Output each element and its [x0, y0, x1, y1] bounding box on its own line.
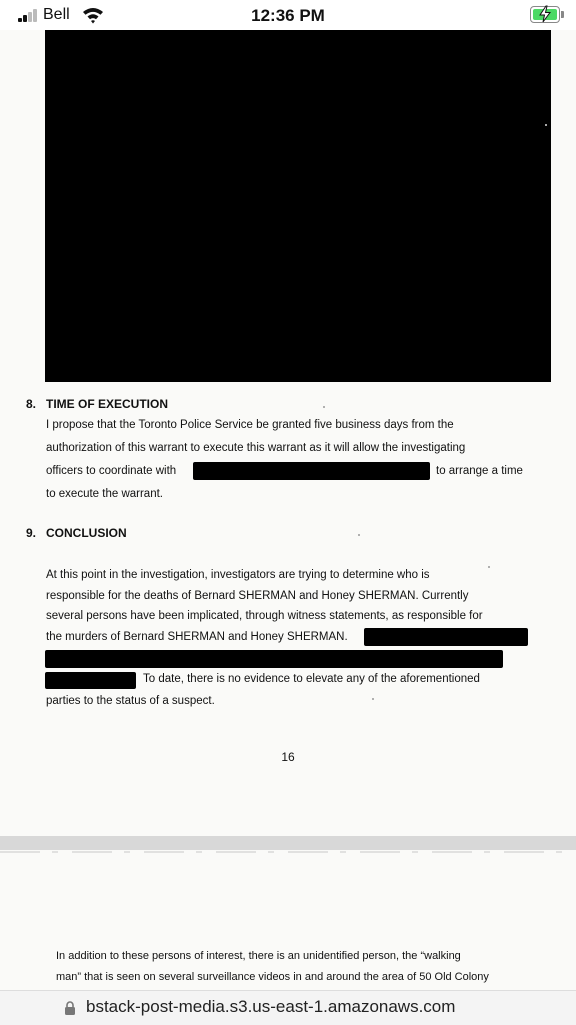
section-title: CONCLUSION [46, 526, 127, 540]
paragraph-line: In addition to these persons of interest, there is an unidentified person, the “walking [56, 950, 461, 962]
paragraph-line: to execute the warrant. [46, 488, 163, 500]
bolt-icon [536, 5, 554, 23]
redaction-bar [193, 462, 430, 480]
document-page[interactable] [0, 850, 576, 990]
url-text[interactable]: bstack-post-media.s3.us-east-1.amazonaws.com [86, 997, 456, 1016]
section-number: 9. [26, 526, 37, 540]
section-title: TIME OF EXECUTION [46, 397, 169, 411]
redaction-bar [364, 628, 528, 646]
lock-icon [64, 1001, 76, 1015]
carrier-name: Bell [43, 6, 70, 23]
paragraph-line: authorization of this warrant to execute this warrant as it will allow the investigating [46, 442, 466, 454]
status-bar [0, 0, 576, 30]
document-page[interactable] [0, 30, 576, 836]
section-number: 8. [26, 397, 37, 411]
paragraph-line: At this point in the investigation, investigators are trying to determine who is [46, 569, 430, 581]
paragraph-line: the murders of Bernard SHERMAN and Honey SHERMAN. [46, 631, 348, 643]
paragraph-line: officers to coordinate with [46, 465, 177, 477]
scan-artifact [0, 850, 576, 856]
redaction-bar [45, 672, 136, 689]
redacted-block [45, 30, 551, 382]
url-bar[interactable] [0, 990, 576, 1025]
battery-cap [561, 11, 564, 18]
paragraph-line: parties to the status of a suspect. [46, 695, 215, 707]
paragraph-line: to arrange a time [436, 465, 523, 477]
paragraph-line: man” that is seen on several surveillance videos in and around the area of 50 Old Colony [56, 971, 489, 983]
paragraph-line: several persons have been implicated, through witness statements, as responsible for [46, 610, 483, 622]
page-number: 16 [281, 750, 295, 764]
page-separator [0, 836, 576, 850]
redaction-bar [45, 650, 503, 668]
clock: 12:36 PM [251, 6, 325, 25]
paragraph-line: To date, there is no evidence to elevate any of the aforementioned [143, 673, 480, 685]
paragraph-line: I propose that the Toronto Police Service be granted five business days from the [46, 419, 454, 431]
paragraph-line: responsible for the deaths of Bernard SHERMAN and Honey SHERMAN. Currently [46, 590, 469, 602]
